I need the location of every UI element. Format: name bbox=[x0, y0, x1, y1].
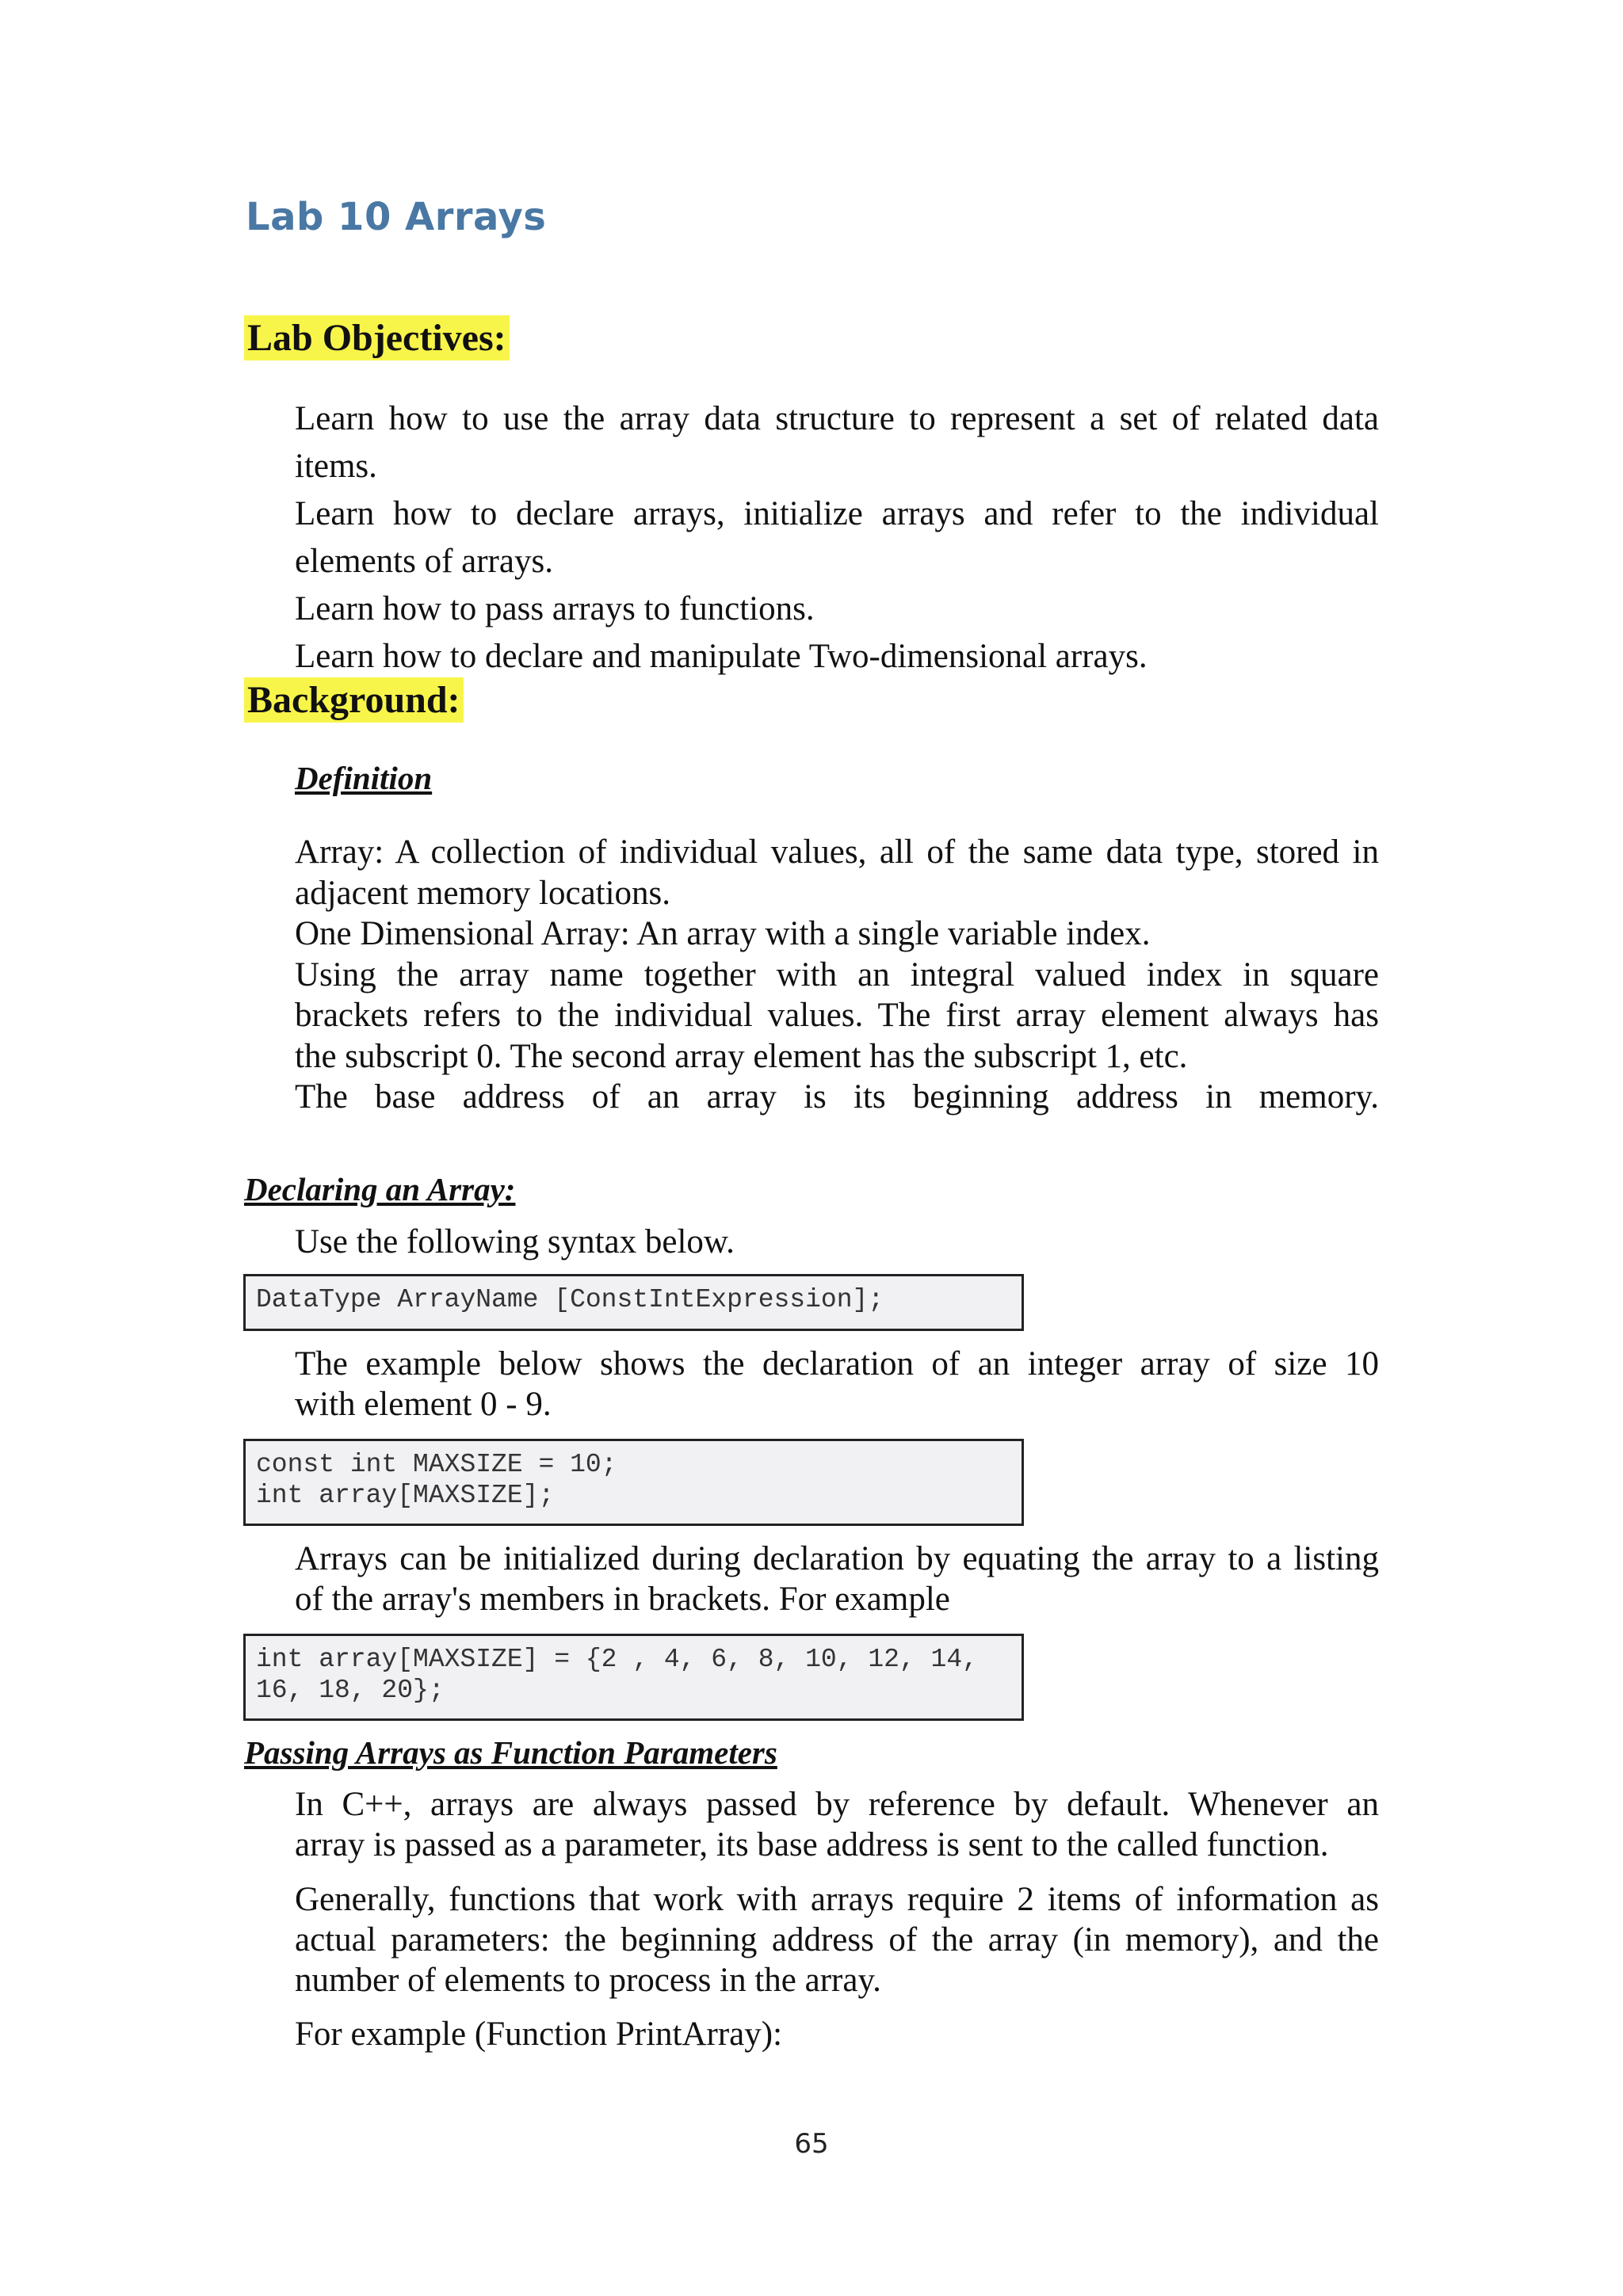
init-line: Arrays can be initialized during declaration by equating the array to a listing bbox=[295, 1540, 1379, 1577]
objectives-heading-wrap bbox=[244, 315, 510, 361]
passing-line: Generally, functions that work with arrays require 2 items of information as bbox=[295, 1881, 1379, 1918]
example-text bbox=[295, 1344, 1379, 1425]
definition-text bbox=[295, 832, 1379, 1118]
init-line: of the array's members in brackets. For example bbox=[295, 1581, 950, 1618]
objective-item bbox=[295, 395, 1379, 490]
passing-para-3: For example (Function PrintArray): bbox=[295, 2016, 783, 2053]
example-line: The example below shows the declaration of an integer array of size 10 bbox=[295, 1345, 1379, 1383]
init-code-box: int array[MAXSIZE] = {2 , 4, 6, 8, 10, 12, 14, 16, 18, 20}; bbox=[243, 1634, 1024, 1721]
objective-line: items. bbox=[295, 448, 377, 485]
page-title: Lab 10 Arrays bbox=[246, 195, 547, 239]
objectives-list bbox=[295, 395, 1379, 681]
background-heading-wrap bbox=[244, 677, 464, 723]
objective-item bbox=[295, 490, 1379, 585]
definition-line: brackets refers to the individual values. The first array element always has bbox=[295, 997, 1379, 1034]
passing-line: array is passed as a parameter, its base address is sent to the called function. bbox=[295, 1826, 1329, 1863]
passing-para-1 bbox=[295, 1784, 1379, 1865]
background-heading: Background: bbox=[244, 677, 464, 723]
declaring-intro: Use the following syntax below. bbox=[295, 1223, 735, 1261]
init-text bbox=[295, 1539, 1379, 1619]
objective-item: Learn how to declare and manipulate Two-dimensional arrays. bbox=[295, 638, 1148, 675]
definition-line: One Dimensional Array: An array with a single variable index. bbox=[295, 915, 1151, 952]
example-line: with element 0 - 9. bbox=[295, 1386, 552, 1423]
definition-heading: Definition bbox=[295, 760, 433, 796]
passing-line: number of elements to process in the array. bbox=[295, 1962, 881, 1999]
passing-para-2 bbox=[295, 1879, 1379, 2000]
passing-line: In C++, arrays are always passed by reference by default. Whenever an bbox=[295, 1786, 1379, 1823]
syntax-code-box: DataType ArrayName [ConstIntExpression]; bbox=[243, 1274, 1024, 1331]
passing-heading: Passing Arrays as Function Parameters bbox=[244, 1734, 777, 1771]
definition-line: The base address of an array is its beginning address in memory. bbox=[295, 1078, 1379, 1116]
example-code-box: const int MAXSIZE = 10; int array[MAXSIZE]; bbox=[243, 1439, 1024, 1526]
definition-line: Using the array name together with an integral valued index in square bbox=[295, 955, 1379, 994]
objective-line: Learn how to use the array data structure to represent a set of related data bbox=[295, 400, 1379, 437]
definition-line: Array: A collection of individual values, all of the same data type, stored in bbox=[295, 833, 1379, 871]
declaring-heading: Declaring an Array: bbox=[244, 1171, 516, 1207]
page-number: 65 bbox=[794, 2128, 829, 2160]
passing-line: actual parameters: the beginning address of the array (in memory), and the bbox=[295, 1921, 1379, 1958]
objective-line: Learn how to declare arrays, initialize arrays and refer to the individual bbox=[295, 495, 1379, 532]
objective-item: Learn how to pass arrays to functions. bbox=[295, 590, 815, 627]
objective-line: elements of arrays. bbox=[295, 543, 553, 580]
objectives-heading: Lab Objectives: bbox=[244, 315, 510, 360]
definition-line: the subscript 0. The second array element has the subscript 1, etc. bbox=[295, 1037, 1188, 1075]
definition-line: adjacent memory locations. bbox=[295, 874, 671, 912]
